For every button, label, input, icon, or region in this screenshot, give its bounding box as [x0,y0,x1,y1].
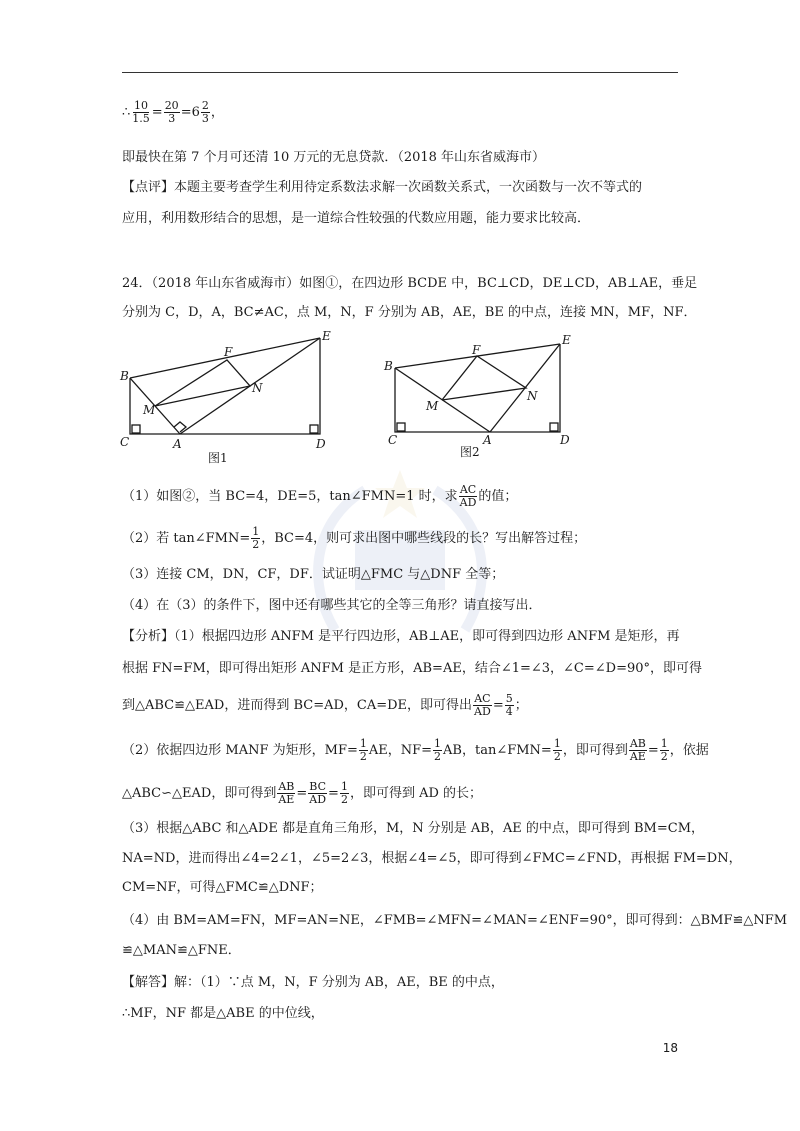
label-e: E [562,333,571,347]
label-b: B [120,369,129,383]
comment-line-1: 【点评】本题主要考查学生利用待定系数法求解一次函数关系式，一次函数与一次不等式的 [122,180,643,195]
figure-2 [395,344,560,432]
geometry-figures [110,330,590,470]
problem-line-1: 24．（2018 年山东省威海市）如图①，在四边形 BCDE 中，BC⊥CD，DE⊥CD，AB⊥AE，垂足 [122,276,698,291]
fraction: $\frac{1}{2}$ [359,737,367,763]
fig2-frame [395,344,560,432]
analysis-line-6: （3）根据△ABC 和△ADE 都是直角三角形，M，N 分别是 AB，AE 的中点，即可得到 BM=CM， [122,821,705,836]
fig1-mfn [155,360,250,406]
fraction: $\frac{AC}{AD}$ [459,483,477,509]
fig1-right-angle-c [132,425,140,433]
analysis-line-9: （4）由 BM=AM=FN，MF=AN=NE，∠FMB=∠MFN=∠MAN=∠ENF=90°，即可得到：△BMF≌△NFM [122,913,788,928]
fraction: $\frac{1}{2}$ [660,737,668,763]
header-rule [122,72,678,73]
analysis-line-3: 到△ABC≌△EAD，进而得到 BC=AD，CA=DE，即可得出 $\frac{AC}{AD}$ = $\frac{5}{4}$ ； [122,692,528,718]
label-a: A [483,433,492,447]
fraction: $\frac{1}{2}$ [340,780,348,806]
fraction: $\frac{AC}{AD}$ [474,692,491,718]
fig2-mfn [442,356,526,400]
fig1-caption: 图1 [208,451,228,465]
solution-line-2: 即最快在第 7 个月可还清 10 万元的无息贷款．（2018 年山东省威海市） [122,150,546,165]
label-c: C [388,433,398,447]
label-m: M [426,399,439,413]
analysis-line-8: CM=NF，可得△FMC≌△DNF； [122,880,323,895]
label-d: D [316,437,326,451]
label-f: F [224,345,233,359]
label-e: E [322,330,331,343]
analysis-line-7: NA=ND，进而得出∠4=2∠1，∠5=2∠3，根据∠4=∠5，即可得到∠FMC=∠FND，再根据 FM=DN， [122,851,742,866]
label-m: M [143,403,156,417]
fraction: $\frac{1}{2}$ [434,737,442,763]
fig2-right-angle-c [397,423,405,431]
analysis-line-10: ≌△MAN≌△FNE． [122,943,241,958]
analysis-line-5: △ABC∽△EAD，即可得到 $\frac{AB}{AE}$ = $\frac{BC}{AD}$ = $\frac{1}{2}$ ，即可得到 AD 的长； [122,780,483,806]
fig2-right-angle-d [550,423,558,431]
fraction: $\frac{20}{3}$ [164,99,179,125]
label-a: A [173,437,182,451]
question-1: （1）如图②，当 BC=4，DE=5，tan∠FMN=1 时，求 $\frac{AC}{AD}$ 的值； [122,483,518,509]
answer-line-2: ∴MF，NF 都是△ABE 的中位线， [122,1006,324,1021]
analysis-line-4: （2）依据四边形 MANF 为矩形，MF= $\frac{1}{2}$ AE，NF= $\frac{1}{2}$ AB，tan∠FMN= $\frac{1}{2}$ ，即可得到 $\frac{AB}{AE}$ = $\frac{1}{2}$ ，依据 [122,737,709,763]
fig2-caption: 图2 [460,445,480,459]
comment-line-2: 应用，利用数形结合的思想，是一道综合性较强的代数应用题，能力要求比较高． [122,211,591,226]
analysis-line-1: 【分析】（1）根据四边形 ANFM 是平行四边形，AB⊥AE，即可得到四边形 ANFM 是矩形，再 [122,629,680,644]
fig1-right-angle-d [310,425,318,433]
fraction: $\frac{AB}{AE}$ [278,780,295,806]
label-n: N [252,381,263,395]
label-c: C [120,435,130,449]
problem-line-2: 分别为 C，D，A，BC≠AC，点 M，N，F 分别为 AB，AE，BE 的中点，连接 MN，MF，NF． [122,305,697,320]
solution-line-1: ∴ $\frac{10}{1.5}$ = $\frac{20}{3}$ =6 $\frac{2}{3}$ ， [122,99,224,125]
label-b: B [384,359,393,373]
fraction: $\frac{10}{1.5}$ [132,99,150,125]
label-n: N [527,389,538,403]
fraction: $\frac{1}{2}$ [252,525,260,551]
page-number: 18 [662,1041,678,1055]
fraction: $\frac{BC}{AD}$ [309,780,327,806]
question-4: （4）在（3）的条件下，图中还有哪些其它的全等三角形？请直接写出． [122,598,542,613]
question-2: （2）若 tan∠FMN= $\frac{1}{2}$ ，BC=4，则可求出图中哪些线段的长？写出解答过程； [122,525,587,551]
answer-line-1: 【解答】解：（1）∵点 M，N，F 分别为 AB，AE，BE 的中点， [122,975,504,990]
fraction: $\frac{5}{4}$ [505,692,513,718]
question-3: （3）连接 CM，DN，CF，DF．试证明△FMC 与△DNF 全等； [122,567,505,582]
label-d: D [560,433,570,447]
label-f: F [472,343,481,357]
fraction: $\frac{2}{3}$ [201,99,209,125]
analysis-line-2: 根据 FN=FM，即可得出矩形 ANFM 是正方形，AB=AE，结合∠1=∠3，∠C=∠D=90°，即可得 [122,661,703,676]
fraction: $\frac{AB}{AE}$ [629,737,646,763]
fraction: $\frac{1}{2}$ [553,737,561,763]
